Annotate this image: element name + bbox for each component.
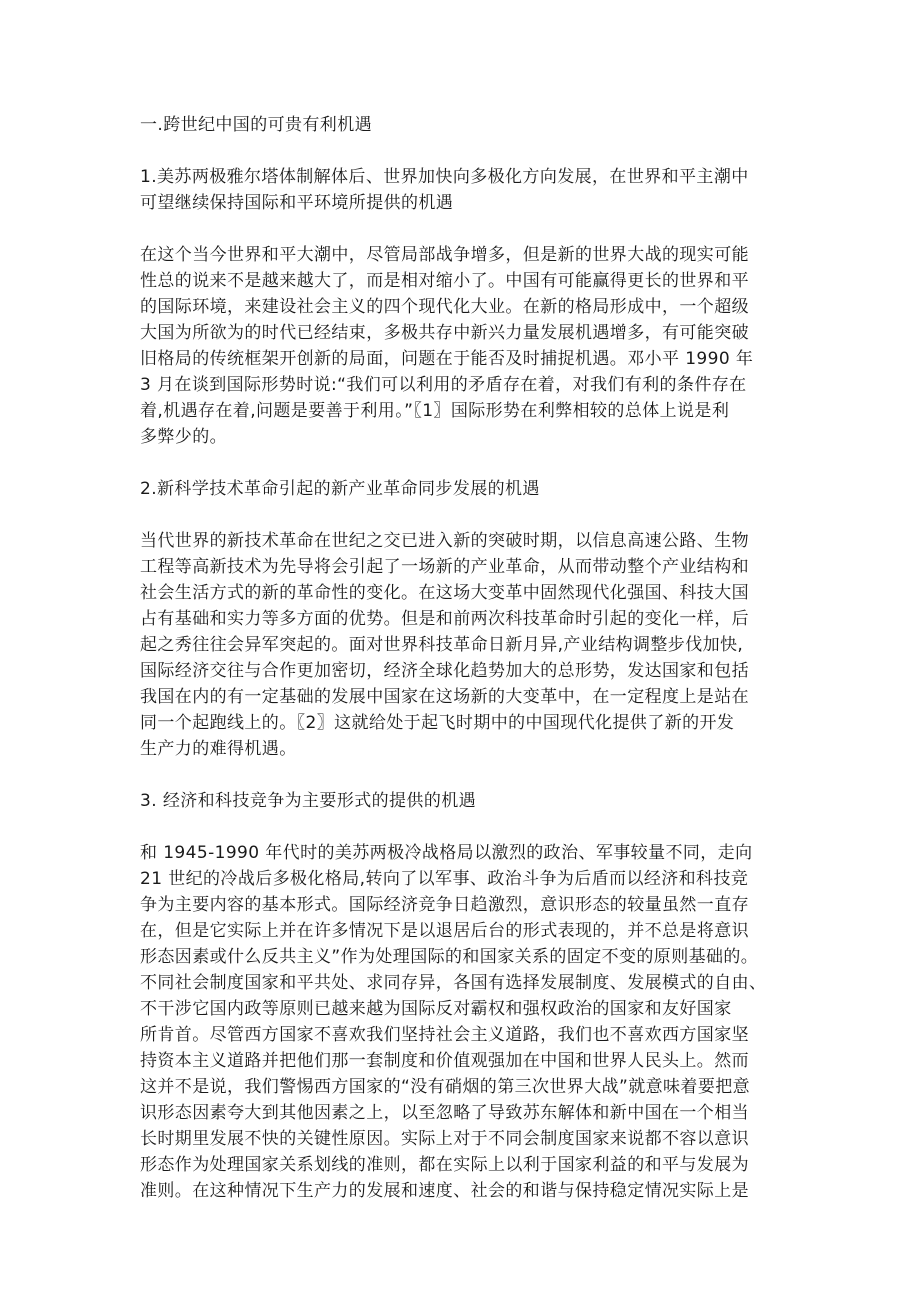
text-line: 着,机遇存在着,问题是要善于利用。”〖1〗国际形势在利弊相较的总体上说是利 xyxy=(140,401,730,421)
subheading-3 xyxy=(140,788,790,814)
paragraph-1 xyxy=(140,242,790,450)
subheading-2 xyxy=(140,476,790,502)
text-line: 形态因素或什么反共主义”作为处理国际的和国家关系的固定不变的原则基础的。 xyxy=(140,947,759,967)
text-line: 1.美苏两极雅尔塔体制解体后、世界加快向多极化方向发展，在世界和平主潮中 xyxy=(140,167,749,187)
text-line: 争为主要内容的基本形式。国际经济竞争日趋激烈，意识形态的较量虽然一直存 xyxy=(140,895,749,915)
text-line: 不干涉它国内政等原则已越来越为国际反对霸权和强权政治的国家和友好国家 xyxy=(140,999,732,1019)
text-line: 占有基础和实力等多方面的优势。但是和前两次科技革命时引起的变化一样，后 xyxy=(140,609,749,629)
text-line: 识形态因素夸大到其他因素之上，以至忽略了导致苏东解体和新中国在一个相当 xyxy=(140,1103,749,1123)
document-page xyxy=(140,112,790,1204)
text-line: 不同社会制度国家和平共处、求同存异，各国有选择发展制度、发展模式的自由、 xyxy=(140,973,767,993)
text-line: 一.跨世纪中国的可贵有利机遇 xyxy=(140,115,373,135)
subheading-1 xyxy=(140,164,790,216)
paragraph-2 xyxy=(140,528,790,762)
text-line: 大国为所欲为的时代已经结束，多极共存中新兴力量发展机遇增多，有可能突破 xyxy=(140,323,749,343)
text-line: 准则。在这种情况下生产力的发展和速度、社会的和谐与保持稳定情况实际上是 xyxy=(140,1181,749,1201)
section-heading xyxy=(140,112,790,138)
text-line: 2.新科学技术革命引起的新产业革命同步发展的机遇 xyxy=(140,479,540,499)
text-line: 可望继续保持国际和平环境所提供的机遇 xyxy=(140,193,454,213)
text-line: 的国际环境，来建设社会主义的四个现代化大业。在新的格局形成中，一个超级 xyxy=(140,297,749,317)
text-line: 社会生活方式的新的革命性的变化。在这场大变革中固然现代化强国、科技大国 xyxy=(140,583,749,603)
text-line: 性总的说来不是越来越大了，而是相对缩小了。中国有可能赢得更长的世界和平 xyxy=(140,271,749,291)
text-line: 我国在内的有一定基础的发展中国家在这场新的大变革中，在一定程度上是站在 xyxy=(140,687,749,707)
text-line: 旧格局的传统框架开创新的局面，问题在于能否及时捕捉机遇。邓小平 1990 年 xyxy=(140,349,754,369)
text-line: 3. 经济和科技竞争为主要形式的提供的机遇 xyxy=(140,791,477,811)
text-line: 所肯首。尽管西方国家不喜欢我们坚持社会主义道路，我们也不喜欢西方国家坚 xyxy=(140,1025,749,1045)
text-line: 同一个起跑线上的。〖2〗这就给处于起飞时期中的中国现代化提供了新的开发 xyxy=(140,713,735,733)
text-line: 3 月在谈到国际形势时说:“我们可以利用的矛盾存在着，对我们有利的条件存在 xyxy=(140,375,747,395)
text-line: 起之秀往往会异军突起的。面对世界科技革命日新月异,产业结构调整步伐加快, xyxy=(140,635,744,655)
text-line: 在这个当今世界和平大潮中，尽管局部战争增多，但是新的世界大战的现实可能 xyxy=(140,245,749,265)
text-line: 形态作为处理国家关系划线的准则，都在实际上以利于国家利益的和平与发展为 xyxy=(140,1155,749,1175)
text-line: 和 1945-1990 年代时的美苏两极冷战格局以激烈的政治、军事较量不同，走向 xyxy=(140,843,753,863)
text-line: 这并不是说，我们警惕西方国家的“没有硝烟的第三次世界大战”就意味着要把意 xyxy=(140,1077,751,1097)
text-line: 21 世纪的冷战后多极化格局,转向了以军事、政治斗争为后盾而以经济和科技竞 xyxy=(140,869,749,889)
paragraph-3 xyxy=(140,840,790,1204)
text-line: 在，但是它实际上并在许多情况下是以退居后台的形式表现的，并不总是将意识 xyxy=(140,921,749,941)
text-line: 持资本主义道路并把他们那一套制度和价值观强加在中国和世界人民头上。然而 xyxy=(140,1051,749,1071)
text-line: 国际经济交往与合作更加密切，经济全球化趋势加大的总形势，发达国家和包括 xyxy=(140,661,749,681)
text-line: 多弊少的。 xyxy=(140,427,227,447)
text-line: 当代世界的新技术革命在世纪之交已进入新的突破时期，以信息高速公路、生物 xyxy=(140,531,749,551)
text-line: 工程等高新技术为先导将会引起了一场新的产业革命，从而带动整个产业结构和 xyxy=(140,557,749,577)
text-line: 长时期里发展不快的关键性原因。实际上对于不同会制度国家来说都不容以意识 xyxy=(140,1129,749,1149)
text-line: 生产力的难得机遇。 xyxy=(140,739,297,759)
